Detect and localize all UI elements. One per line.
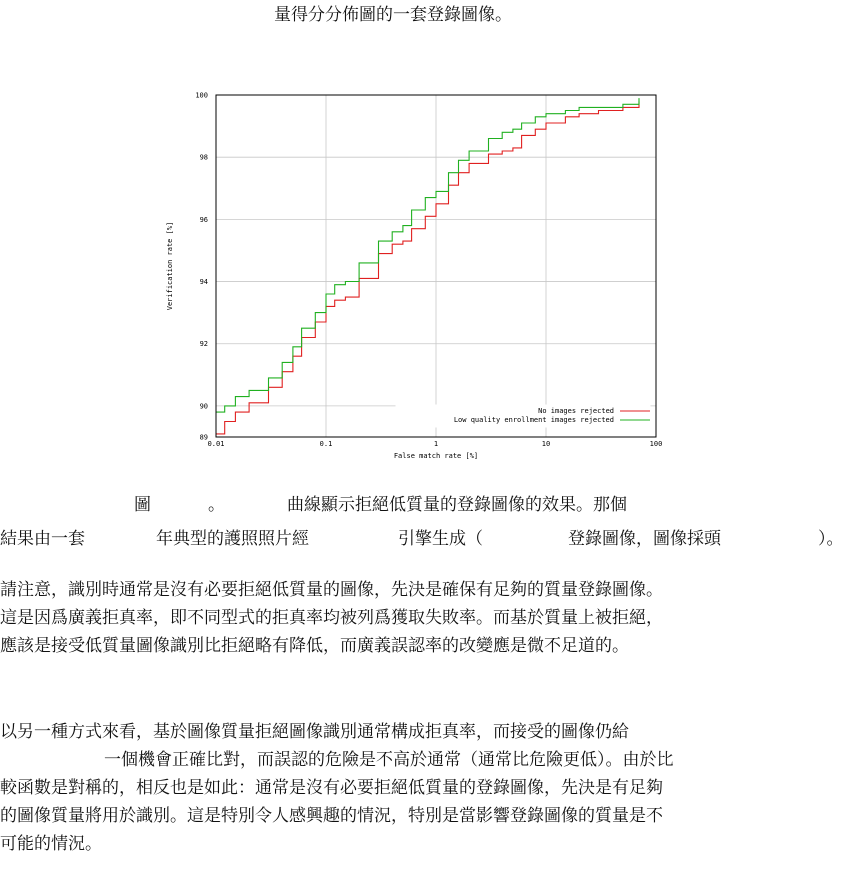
series-lines xyxy=(216,98,639,434)
x-tick-label: 1 xyxy=(433,440,439,448)
y-tick-label: 96 xyxy=(199,215,208,224)
paragraph-line: 請注意，識別時通常是沒有必要拒絕低質量的圖像，先決是確保有足夠的質量登錄圖像。 xyxy=(0,580,663,600)
chart-svg xyxy=(160,82,680,472)
x-tick-label: 10 xyxy=(541,440,551,448)
series-line xyxy=(216,101,639,434)
y-axis-label: Verification rate [%] xyxy=(166,221,174,311)
figure-chart xyxy=(160,82,680,472)
legend-label: Low quality enrollment images rejected xyxy=(453,416,614,424)
paragraph-line: 可能的情況。 xyxy=(0,834,102,854)
paragraph-line: 較函數是對稱的，相反也是如此：通常是沒有必要拒絕低質量的登錄圖像，先決是有足夠 xyxy=(0,778,663,798)
y-tick-label: 100 xyxy=(195,91,208,100)
legend xyxy=(396,405,650,427)
x-tick-label: 100 xyxy=(649,440,663,448)
caption-description: 曲線顯示拒絕低質量的登錄圖像的效果。那個 xyxy=(287,495,627,515)
caption-figure-label: 圖 xyxy=(134,495,151,515)
paragraph-1 xyxy=(0,576,854,660)
paragraph-line: 應該是接受低質量圖像識別比拒絕略有降低，而廣義誤認率的改變應是微不足道的。 xyxy=(0,636,629,656)
paragraph-2 xyxy=(0,718,854,858)
paragraph-line: 這是因爲廣義拒真率，即不同型式的拒真率均被列爲獲取失敗率。而基於質量上被拒絕， xyxy=(0,608,663,628)
caption-seg-4: 登錄圖像，圖像採頭 xyxy=(568,529,721,549)
caption-figure-dot: 。 xyxy=(208,495,225,515)
caption-seg-5: ）。 xyxy=(818,529,844,549)
y-tick-label: 94 xyxy=(199,278,208,287)
series-line xyxy=(216,98,639,412)
paragraph-line: 一個機會正確比對，而誤認的危險是不高於通常（通常比危險更低）。由於比 xyxy=(104,750,674,770)
caption-seg-2: 年典型的護照照片經 xyxy=(156,529,309,549)
y-tick-label: 89 xyxy=(199,433,208,442)
header-text: 量得分分佈圖的一套登錄圖像。 xyxy=(274,5,512,25)
x-tick-label: 0.01 xyxy=(207,440,225,448)
legend-label: No images rejected xyxy=(538,407,614,415)
tick-labels xyxy=(195,92,662,449)
x-tick-label: 0.1 xyxy=(319,440,333,448)
paragraph-line: 以另一種方式來看，基於圖像質量拒絕圖像識別通常構成拒真率，而接受的圖像仍給 xyxy=(0,722,629,742)
y-tick-label: 98 xyxy=(199,153,208,162)
caption-seg-1: 結果由一套 xyxy=(0,529,85,549)
caption-seg-3: 引擎生成（ xyxy=(398,529,483,549)
x-axis-label: False match rate [%] xyxy=(393,452,479,460)
y-tick-label: 92 xyxy=(199,340,208,349)
paragraph-line: 的圖像質量將用於識別。這是特別令人感興趣的情況，特別是當影響登錄圖像的質量是不 xyxy=(0,806,663,826)
y-tick-label: 90 xyxy=(199,402,208,411)
